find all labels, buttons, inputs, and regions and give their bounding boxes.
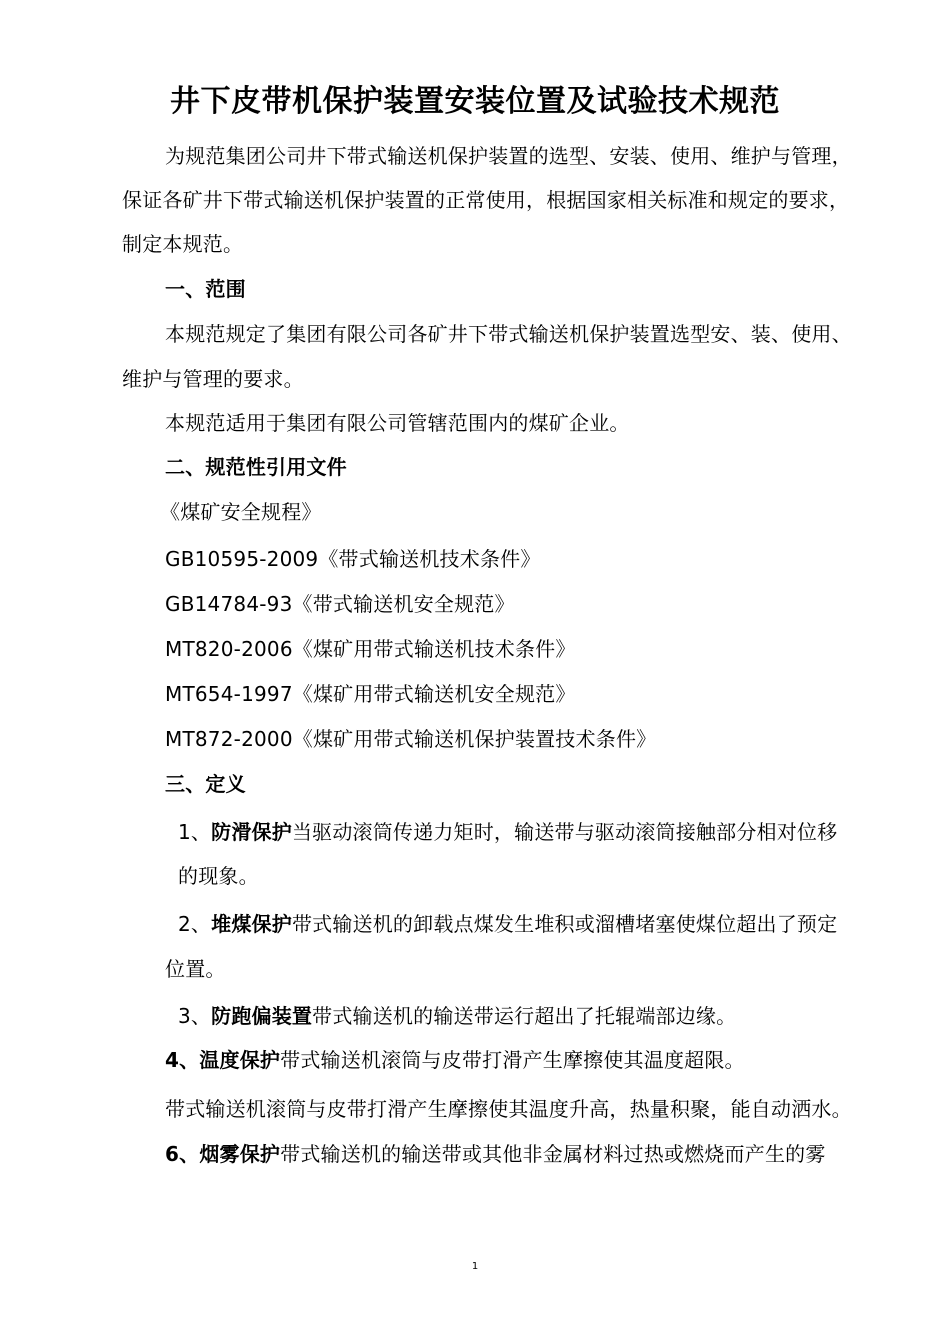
definition-item-2-line-2: 位置。 <box>165 957 226 981</box>
reference-item: GB14784-93《带式输送机安全规范》 <box>165 592 515 616</box>
section-heading-scope: 一、范围 <box>165 277 246 301</box>
scope-paragraph-1-line-1: 本规范规定了集团有限公司各矿井下带式输送机保护装置选型安、装、使用、 <box>165 322 852 346</box>
definition-item-2-line-1 <box>178 910 837 938</box>
definition-term: 温度保护 <box>199 1048 281 1072</box>
definition-item-5: 带式输送机滚筒与皮带打滑产生摩擦使其温度升高，热量积聚，能自动洒水。 <box>165 1097 852 1121</box>
scope-paragraph-2: 本规范适用于集团有限公司管辖范围内的煤矿企业。 <box>165 411 630 435</box>
definition-text: 当驱动滚筒传递力矩时，输送带与驱动滚筒接触部分相对位移 <box>291 820 838 844</box>
intro-line-3: 制定本规范。 <box>122 232 244 256</box>
definition-number: 2、 <box>178 912 212 936</box>
document-title: 井下皮带机保护装置安装位置及试验技术规范 <box>170 84 780 119</box>
scope-paragraph-1-line-2: 维护与管理的要求。 <box>122 367 304 391</box>
section-heading-definitions: 三、定义 <box>165 772 246 796</box>
section-heading-references: 二、规范性引用文件 <box>165 455 347 479</box>
page-number: 1 <box>471 1261 479 1272</box>
definition-text: 带式输送机的卸载点煤发生堆积或溜槽堵塞使煤位超出了预定 <box>291 912 838 936</box>
definition-term: 防跑偏装置 <box>211 1004 313 1028</box>
definition-item-1-line-1 <box>178 818 837 846</box>
reference-item: MT654-1997《煤矿用带式输送机安全规范》 <box>165 682 576 706</box>
reference-item: GB10595-2009《带式输送机技术条件》 <box>165 547 541 571</box>
definition-term: 堆煤保护 <box>211 912 292 936</box>
reference-item: 《煤矿安全规程》 <box>160 500 322 524</box>
definition-term: 烟雾保护 <box>199 1142 281 1166</box>
definition-number: 3、 <box>178 1004 212 1028</box>
intro-line-2: 保证各矿井下带式输送机保护装置的正常使用，根据国家相关标准和规定的要求， <box>122 188 850 212</box>
definition-term: 防滑保护 <box>211 820 292 844</box>
definition-number: 1、 <box>178 820 212 844</box>
definition-number: 6、 <box>165 1142 200 1166</box>
definition-text: 带式输送机滚筒与皮带打滑产生摩擦使其温度超限。 <box>280 1048 745 1072</box>
intro-line-1: 为规范集团公司井下带式输送机保护装置的选型、安装、使用、维护与管理， <box>165 144 852 168</box>
definition-number: 4、 <box>165 1048 200 1072</box>
reference-item: MT820-2006《煤矿用带式输送机技术条件》 <box>165 637 576 661</box>
reference-item: MT872-2000《煤矿用带式输送机保护装置技术条件》 <box>165 727 657 751</box>
definition-item-1-line-2: 的现象。 <box>178 864 259 888</box>
definition-item-6 <box>165 1140 826 1168</box>
definition-text: 带式输送机的输送带运行超出了托辊端部边缘。 <box>312 1004 737 1028</box>
definition-text: 带式输送机的输送带或其他非金属材料过热或燃烧而产生的雾 <box>280 1142 826 1166</box>
definition-item-4 <box>165 1046 745 1074</box>
definition-item-3 <box>178 1002 736 1030</box>
